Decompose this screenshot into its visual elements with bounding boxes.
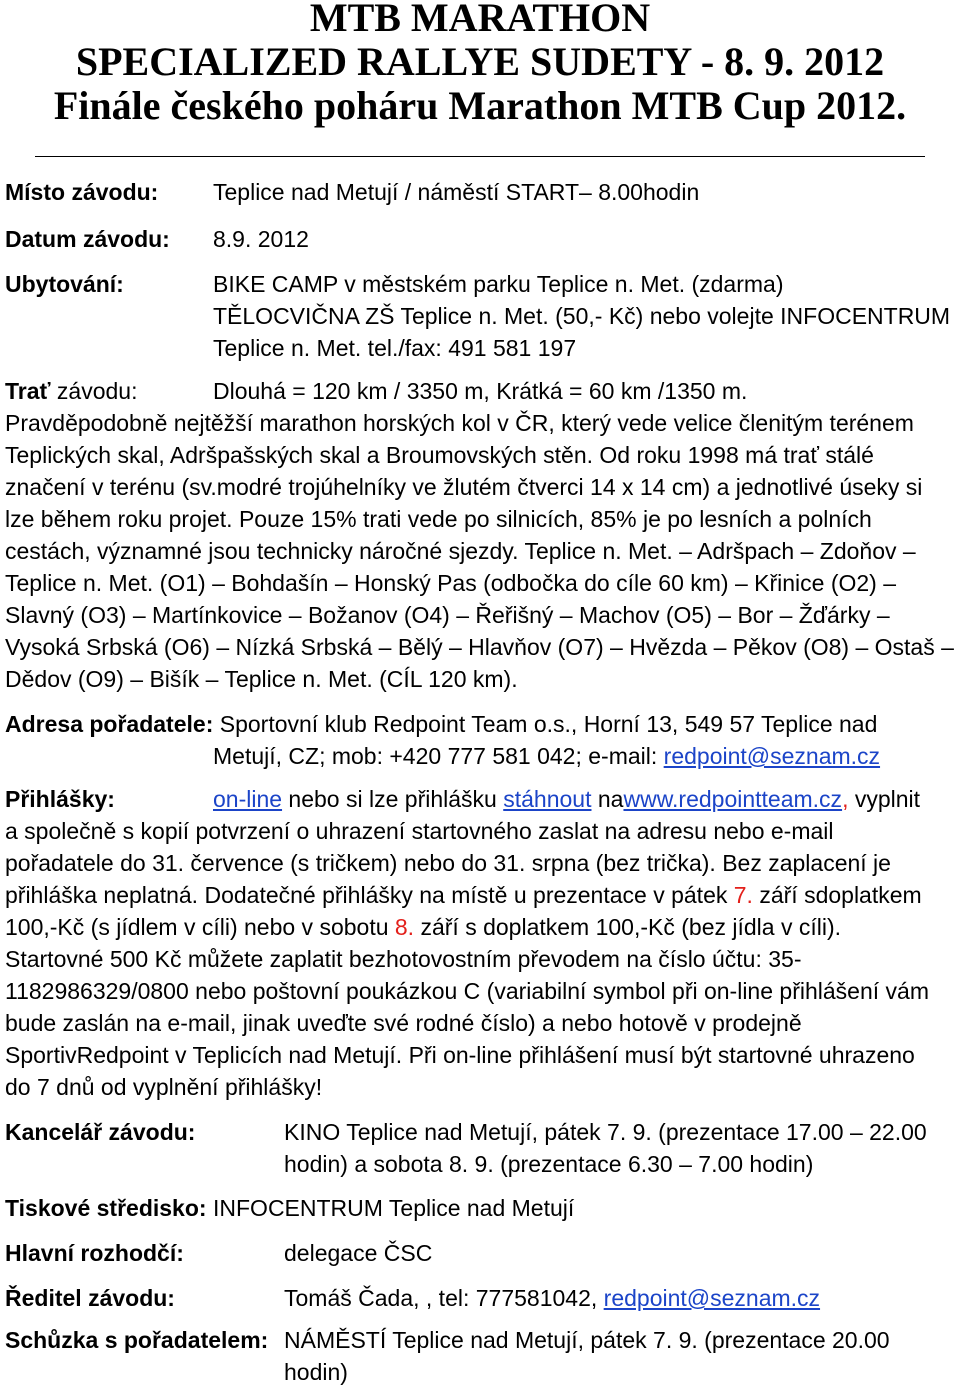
accommodation-line: Teplice n. Met. tel./fax: 491 581 197 (213, 335, 577, 361)
course-label-rest: závodu: (50, 378, 138, 404)
description-line: Teplických skal, Adršpašských skal a Broumovských stěn. Od roku 1998 má trať stálé (5, 442, 874, 468)
registration-line: Startovné 500 Kč můžete zaplatit bezhotovostním převodem na číslo účtu: 35- (5, 946, 802, 972)
registration-line: bude zaslán na e-mail, jinak uveďte své rodné číslo) a nebo hotově v prodejně (5, 1010, 802, 1036)
date-value: 8.9. 2012 (213, 226, 309, 252)
download-form-link[interactable]: stáhnout (503, 786, 592, 812)
accommodation-line: BIKE CAMP v městském parku Teplice n. Met. (zdarma) (213, 271, 784, 297)
registration-line: 1182986329/0800 nebo poštovní poukázkou C (variabilní symbol při on-line přihlášení vám (5, 978, 929, 1004)
organizer-line (5, 740, 960, 772)
registration-line: SportivRedpoint v Teplicích nad Metují. Při on-line přihlášení musí být startovné uhrazeno (5, 1042, 915, 1068)
course-description (5, 407, 960, 695)
website-link[interactable]: www.redpointteam.cz (623, 786, 843, 812)
late-friday-date: 7. (733, 882, 753, 908)
registration-section (5, 783, 960, 1103)
registration-line (5, 911, 960, 943)
description-line: značení v terénu (sv.modré trojúhelníky ve žlutém čtverci 14 x 14 cm) a jednotlivé úseky si (5, 474, 923, 500)
description-line: Teplice n. Met. (O1) – Bohdašín – Honský Pas (odbočka do cíle 60 km) – Křinice (O2) – (5, 570, 897, 596)
title-block (0, 0, 960, 128)
late-saturday-text: 100,-Kč (s jídlem v cíli) nebo v sobotu (5, 914, 395, 940)
late-saturday-text: září s doplatkem 100,-Kč (bez jídla v cíli). (414, 914, 842, 940)
date-label: Datum závodu: (5, 226, 170, 252)
press-center-label: Tiskové středisko: (5, 1195, 207, 1221)
race-director-row (5, 1282, 960, 1314)
course-label (5, 375, 138, 407)
registration-label: Přihlášky: (5, 786, 115, 812)
venue-value: Teplice nad Metují / náměstí START– 8.00hodin (213, 179, 700, 205)
registration-text: na (591, 786, 624, 812)
meeting-line: NÁMĚSTÍ Teplice nad Metují, pátek 7. 9. (prezentace 20.00 (284, 1327, 890, 1353)
title-line-event: MTB MARATHON (309, 0, 651, 40)
late-saturday-date: 8. (394, 914, 415, 940)
organizer-label: Adresa pořadatele: (5, 711, 214, 737)
online-registration-link[interactable]: on-line (213, 786, 283, 812)
race-office-values (284, 1116, 927, 1180)
organizer-address: Sportovní klub Redpoint Team o.s., Horní 13, 549 57 Teplice nad (219, 711, 878, 737)
race-director-contact: Tomáš Čada, , tel: 777581042, (284, 1285, 604, 1311)
race-office-row (5, 1116, 960, 1180)
late-friday-text: září sdoplatkem (752, 882, 922, 908)
description-line: cestách, významné jsou technicky náročné sjezdy. Teplice n. Met. – Adršpach – Zdoňov – (5, 538, 916, 564)
description-line: Vysoká Srbská (O6) – Nízká Srbská – Bělý – Hlavňov (O7) – Hvězda – Pěkov (O8) – Ostaš – (5, 634, 954, 660)
race-director-email-link[interactable]: redpoint@seznam.cz (603, 1285, 821, 1311)
registration-text: vyplnit (848, 786, 921, 812)
late-friday-text: přihláška neplatná. Dodatečné přihlášky na místě u prezentace v pátek (5, 882, 734, 908)
accommodation-values (213, 268, 950, 364)
race-office-label: Kancelář závodu: (5, 1119, 196, 1145)
press-center-value: INFOCENTRUM Teplice nad Metují (213, 1195, 575, 1221)
race-office-line: hodin) a sobota 8. 9. (prezentace 6.30 – 7.00 hodin) (284, 1151, 814, 1177)
description-line: Pravděpodobně nejtěžší marathon horských kol v ČR, který vede velice členitým terénem (5, 410, 914, 436)
race-director-label: Ředitel závodu: (5, 1285, 175, 1311)
registration-line: do 7 dnů od vyplnění přihlášky! (5, 1074, 323, 1100)
race-director-value (284, 1282, 820, 1314)
accommodation-label: Ubytování: (5, 271, 124, 297)
organizer-email-link[interactable]: redpoint@seznam.cz (663, 743, 881, 769)
chief-referee-value: delegace ČSC (284, 1240, 433, 1266)
registration-text: nebo si lze přihlášku (282, 786, 504, 812)
race-office-line: KINO Teplice nad Metují, pátek 7. 9. (prezentace 17.00 – 22.00 (284, 1119, 927, 1145)
title-line-race-name: SPECIALIZED RALLYE SUDETY - 8. 9. 2012 (75, 39, 885, 84)
course-row (5, 375, 960, 407)
course-value: Dlouhá = 120 km / 3350 m, Krátká = 60 km /1350 m. (213, 378, 748, 404)
organizer-section (5, 708, 960, 772)
course-label-bold: Trať (5, 378, 51, 404)
organizer-contact: Metují, CZ; mob: +420 777 581 042; e-mail: (213, 743, 664, 769)
description-line: lze během roku projet. Pouze 15% trati vede po silnicích, 85% je po lesních a polních (5, 506, 872, 532)
accommodation-row (5, 268, 960, 364)
description-line: Slavný (O3) – Martínkovice – Božanov (O4) – Řeřišný – Machov (O5) – Bor – Žďárky – (5, 602, 890, 628)
chief-referee-row (5, 1237, 960, 1269)
meeting-row (5, 1324, 960, 1388)
title-line-cup-final: Finále českého poháru Marathon MTB Cup 2012. (53, 83, 907, 128)
press-center-row (5, 1192, 960, 1224)
registration-first-line (5, 783, 960, 815)
meeting-values (284, 1324, 890, 1388)
title-divider (35, 156, 925, 157)
meeting-label: Schůzka s pořadatelem: (5, 1327, 269, 1353)
registration-line: pořadatele do 31. července (s tričkem) nebo do 31. srpna (bez trička). Bez zaplacení je (5, 850, 891, 876)
meeting-line: hodin) (284, 1359, 348, 1385)
venue-label: Místo závodu: (5, 179, 159, 205)
date-row (5, 223, 960, 255)
registration-line (5, 879, 960, 911)
venue-row (5, 176, 960, 208)
red-comma: , (842, 786, 849, 812)
registration-links (213, 783, 920, 815)
description-line: Dědov (O9) – Bišík – Teplice n. Met. (CÍL 120 km). (5, 666, 518, 692)
chief-referee-label: Hlavní rozhodčí: (5, 1240, 184, 1266)
organizer-line (5, 708, 960, 740)
registration-line: a společně s kopií potvrzení o uhrazení startovného zaslat na adresu nebo e-mail (5, 818, 834, 844)
accommodation-line: TĚLOCVIČNA ZŠ Teplice n. Met. (50,- Kč) nebo volejte INFOCENTRUM (213, 303, 951, 329)
